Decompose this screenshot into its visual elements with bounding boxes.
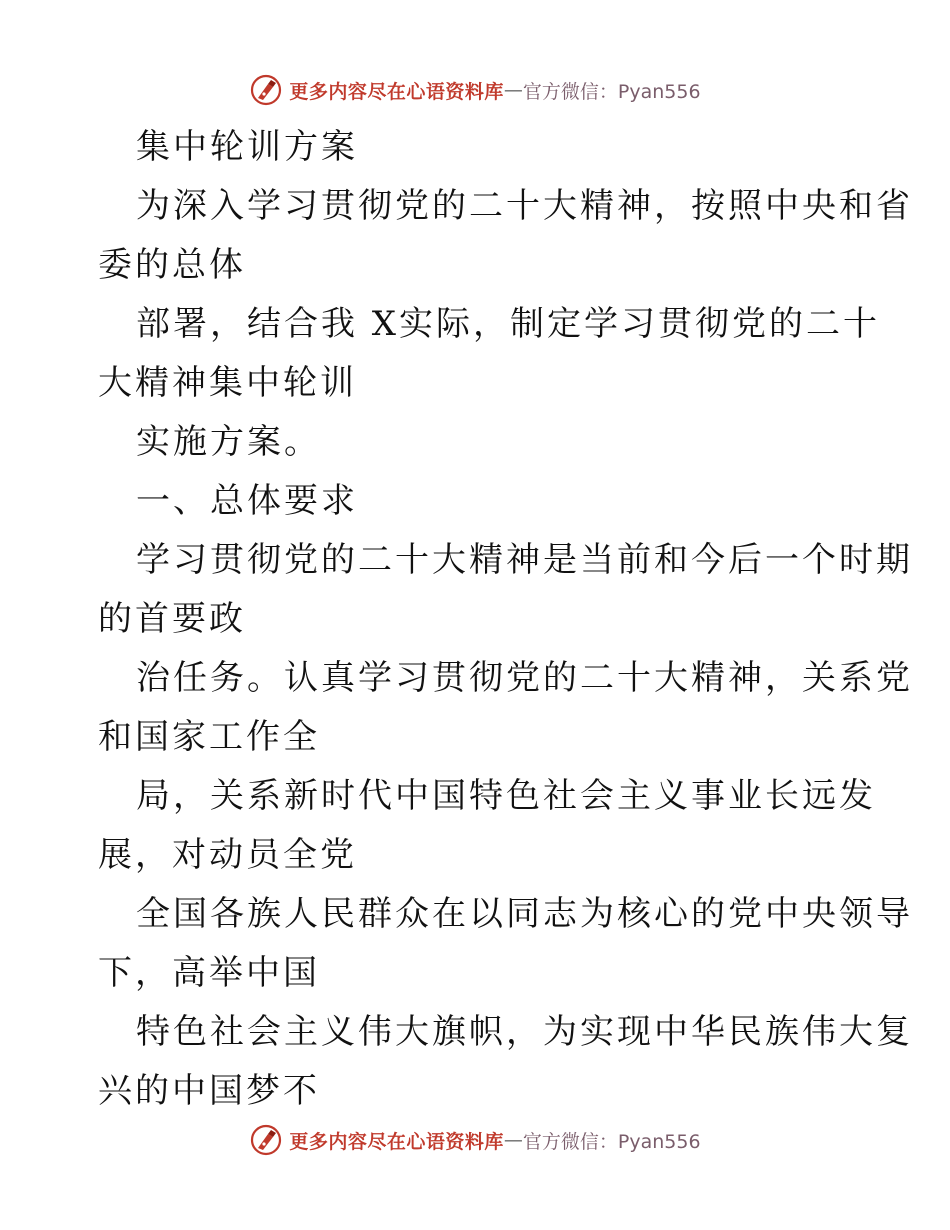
document-line: 大精神集中轮训 bbox=[98, 363, 357, 403]
watermark-separator: — bbox=[503, 1129, 523, 1151]
document-line: 全国各族人民群众在以同志为核心的党中央领导 bbox=[136, 894, 913, 934]
document-line: 局，关系新时代中国特色社会主义事业长远发 bbox=[136, 776, 876, 816]
document-line: 兴的中国梦不 bbox=[98, 1071, 320, 1111]
document-line: 治任务。认真学习贯彻党的二十大精神，关系党 bbox=[136, 658, 913, 698]
document-line: 的首要政 bbox=[98, 599, 246, 639]
document-line: 为深入学习贯彻党的二十大精神，按照中央和省 bbox=[136, 186, 913, 226]
pen-nib-logo-icon bbox=[249, 73, 283, 107]
document-line: 学习贯彻党的二十大精神是当前和今后一个时期 bbox=[136, 540, 913, 580]
document-line: 和国家工作全 bbox=[98, 717, 320, 757]
footer-watermark-banner bbox=[0, 1120, 950, 1160]
document-line: 展，对动员全党 bbox=[98, 835, 357, 875]
watermark-brand-text: 更多内容尽在心语资料库 bbox=[289, 1130, 504, 1153]
section-heading: 一、总体要求 bbox=[136, 481, 358, 521]
document-line: 特色社会主义伟大旗帜，为实现中华民族伟大复 bbox=[136, 1012, 913, 1052]
document-line: 部署，结合我 X实际，制定学习贯彻党的二十 bbox=[136, 304, 881, 344]
document-line: 下，高举中国 bbox=[98, 953, 320, 993]
watermark-contact-text: 官方微信：Pyan556 bbox=[522, 1130, 701, 1153]
document-line: 委的总体 bbox=[98, 245, 246, 285]
pen-nib-logo-icon bbox=[249, 1123, 283, 1157]
document-body bbox=[98, 118, 913, 1121]
document-line: 集中轮训方案 bbox=[136, 127, 358, 167]
watermark-brand-text: 更多内容尽在心语资料库 bbox=[289, 80, 504, 103]
watermark-separator: — bbox=[503, 79, 523, 101]
header-watermark-banner bbox=[0, 70, 950, 110]
document-line: 实施方案。 bbox=[136, 422, 321, 462]
watermark-contact-text: 官方微信：Pyan556 bbox=[522, 80, 701, 103]
